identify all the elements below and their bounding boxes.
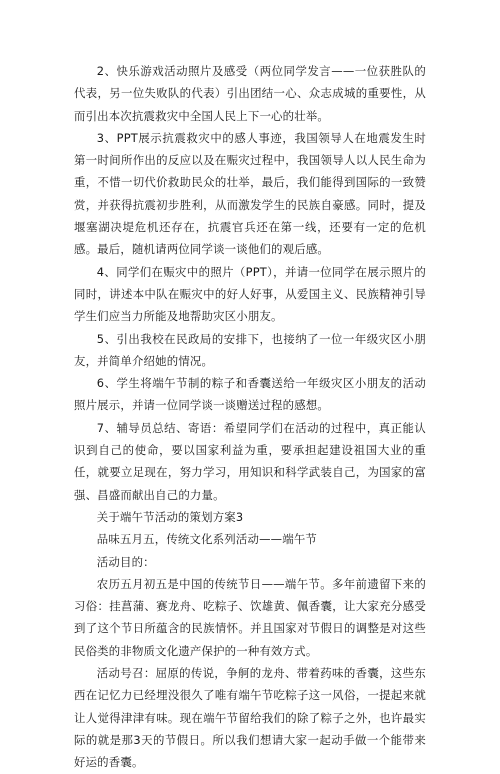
purpose-paragraph: 农历五月初五是中国的传统节日——端午节。多年前遗留下来的习俗：挂菖蒲、赛龙舟、吃粽子、饮雄黄、佩香囊，让大家充分感受到了这个节日所蕴含的民族情怀。并且国家对节假日的调整是对这些民俗类的非物质文化遗产保护的一种有效方式。 <box>74 576 426 658</box>
plan-heading: 关于端午节活动的策划方案3 <box>96 509 244 524</box>
paragraph-item-7: 7、辅导员总结、寄语：希望同学们在活动的过程中，真正能认识到自己的使命，要以国家利益为重，要承担起建设祖国大业的重任，就要立足现在，努力学习，用知识和科学武装自己，为国家的富强、昌盛而献出自己的力量。 <box>74 420 426 502</box>
paragraph-item-5: 5、引出我校在民政局的安排下，也接纳了一位一年级灾区小朋友，并简单介绍她的情况。 <box>74 331 426 368</box>
purpose-label: 活动目的： <box>96 554 155 569</box>
paragraph-item-3: 3、PPT展示抗震救灾中的感人事迹，我国领导人在地震发生时第一时间所作出的反应以及在赈灾过程中，我国领导人以人民生命为重，不惜一切代价救助民众的壮举，最后，我们能得到国际的一致赞赏，并获得抗震初步胜利，从而激发学生的民族自豪感。同时，提及堰塞湖决堤危机还存在，抗震官兵还在第一线，还要有一定的危机感。最后，随机请两位同学谈一谈他们的观后感。 <box>74 130 426 257</box>
paragraph-item-6: 6、学生将端午节制的粽子和香囊送给一年级灾区小朋友的活动照片展示，并请一位同学谈一谈赠送过程的感想。 <box>74 376 426 413</box>
paragraph-item-4: 4、同学们在赈灾中的照片（PPT），并请一位同学在展示照片的同时，讲述本中队在赈灾中的好人好事，从爱国主义、民族精神引导学生们应当力所能及地帮助灾区小朋友。 <box>74 264 426 324</box>
document-page <box>74 60 426 774</box>
slogan-paragraph: 活动号召：屈原的传说，争舸的龙舟、带着药味的香囊，这些东西在记忆力已经埋没很久了唯有端午节吃粽子这一风俗，一提起来就让人觉得津津有味。现在端午节留给我们的除了粽子之外，也许最实际的就是那3天的节假日。所以我们想请大家一起动手做一个能带来好运的香囊。 <box>74 666 426 770</box>
theme-heading: 品味五月五，传统文化系列活动——端午节 <box>96 532 318 547</box>
paragraph-item-2: 2、快乐游戏活动照片及感受（两位同学发言——一位获胜队的代表，另一位失败队的代表）引出团结一心、众志成城的重要性，从而引出本次抗震救灾中全国人民上下一心的壮举。 <box>74 64 426 123</box>
